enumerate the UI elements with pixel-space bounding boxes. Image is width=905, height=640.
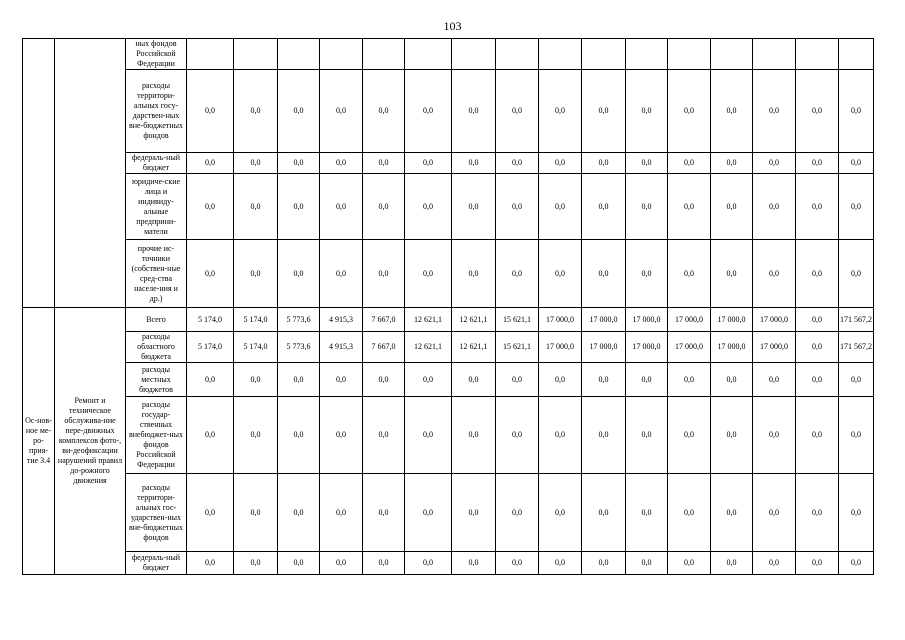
measure-name-cell (55, 39, 126, 308)
value-cell: 0,0 (839, 474, 874, 552)
value-cell (539, 39, 582, 70)
value-cell: 0,0 (278, 240, 320, 308)
value-cell: 0,0 (753, 397, 796, 474)
value-cell: 0,0 (839, 397, 874, 474)
value-cell: 0,0 (496, 397, 539, 474)
value-cell: 4 915,3 (320, 308, 363, 332)
value-cell: 17 000,0 (582, 308, 626, 332)
value-cell: 0,0 (796, 70, 839, 153)
table-row (23, 174, 874, 240)
value-cell: 0,0 (711, 174, 753, 240)
value-cell (496, 39, 539, 70)
value-cell: 0,0 (187, 363, 234, 397)
value-cell: 0,0 (452, 474, 496, 552)
value-cell: 0,0 (278, 153, 320, 174)
value-cell: 17 000,0 (668, 332, 711, 363)
value-cell: 7 667,0 (363, 332, 405, 363)
funding-source-cell: ных фондов Российской Федерации (126, 39, 187, 70)
value-cell (187, 39, 234, 70)
value-cell: 0,0 (839, 174, 874, 240)
value-cell: 0,0 (839, 363, 874, 397)
value-cell: 0,0 (187, 70, 234, 153)
value-cell: 0,0 (539, 552, 582, 575)
value-cell: 0,0 (320, 240, 363, 308)
value-cell: 0,0 (405, 240, 452, 308)
table-row (23, 70, 874, 153)
value-cell: 0,0 (539, 70, 582, 153)
value-cell: 0,0 (234, 363, 278, 397)
value-cell: 0,0 (582, 70, 626, 153)
value-cell: 0,0 (796, 308, 839, 332)
value-cell: 0,0 (753, 552, 796, 575)
value-cell: 5 174,0 (234, 332, 278, 363)
value-cell: 0,0 (452, 153, 496, 174)
value-cell: 0,0 (405, 552, 452, 575)
value-cell: 0,0 (278, 474, 320, 552)
value-cell (796, 39, 839, 70)
value-cell: 12 621,1 (452, 332, 496, 363)
funding-source-cell: расходы местных бюджетов (126, 363, 187, 397)
value-cell: 0,0 (582, 397, 626, 474)
value-cell: 0,0 (796, 397, 839, 474)
value-cell: 0,0 (496, 474, 539, 552)
value-cell: 0,0 (668, 153, 711, 174)
table-row (23, 332, 874, 363)
value-cell: 0,0 (363, 552, 405, 575)
value-cell: 0,0 (496, 240, 539, 308)
value-cell: 0,0 (711, 397, 753, 474)
value-cell: 17 000,0 (753, 332, 796, 363)
funding-source-cell: расходы территори-альных гос-ударствен-ных вне-бюджетных фондов (126, 474, 187, 552)
value-cell: 0,0 (320, 397, 363, 474)
value-cell: 0,0 (796, 552, 839, 575)
page-number: 103 (443, 19, 462, 33)
value-cell: 0,0 (234, 153, 278, 174)
value-cell (320, 39, 363, 70)
value-cell: 0,0 (496, 153, 539, 174)
value-cell: 0,0 (582, 474, 626, 552)
value-cell: 0,0 (405, 363, 452, 397)
table-row (23, 153, 874, 174)
value-cell (278, 39, 320, 70)
value-cell: 171 567,2 (839, 308, 874, 332)
value-cell: 0,0 (278, 397, 320, 474)
value-cell: 0,0 (363, 363, 405, 397)
value-cell: 0,0 (711, 474, 753, 552)
table-row (23, 240, 874, 308)
value-cell: 0,0 (668, 474, 711, 552)
value-cell: 0,0 (187, 174, 234, 240)
funding-source-cell: прочие ис-точники (собствен-ные сред-ства населе-ния и др.) (126, 240, 187, 308)
value-cell: 0,0 (234, 70, 278, 153)
value-cell: 0,0 (626, 397, 668, 474)
budget-table-body (23, 39, 874, 575)
value-cell: 0,0 (539, 397, 582, 474)
value-cell: 12 621,1 (405, 332, 452, 363)
value-cell: 0,0 (711, 70, 753, 153)
value-cell: 0,0 (582, 174, 626, 240)
value-cell: 0,0 (539, 474, 582, 552)
value-cell (405, 39, 452, 70)
value-cell: 0,0 (278, 363, 320, 397)
value-cell: 0,0 (539, 153, 582, 174)
value-cell: 0,0 (796, 174, 839, 240)
value-cell: 5 773,6 (278, 308, 320, 332)
value-cell: 0,0 (668, 363, 711, 397)
value-cell: 0,0 (839, 70, 874, 153)
value-cell: 0,0 (234, 552, 278, 575)
value-cell: 0,0 (405, 474, 452, 552)
table-row (23, 474, 874, 552)
value-cell: 0,0 (668, 552, 711, 575)
value-cell: 17 000,0 (626, 332, 668, 363)
value-cell: 17 000,0 (626, 308, 668, 332)
value-cell: 5 174,0 (234, 308, 278, 332)
value-cell: 0,0 (496, 70, 539, 153)
value-cell: 15 621,1 (496, 308, 539, 332)
value-cell: 0,0 (626, 174, 668, 240)
value-cell: 0,0 (363, 153, 405, 174)
value-cell: 0,0 (234, 474, 278, 552)
value-cell: 0,0 (668, 240, 711, 308)
value-cell: 0,0 (796, 363, 839, 397)
value-cell: 0,0 (320, 70, 363, 153)
measure-cell (23, 39, 55, 308)
value-cell: 0,0 (452, 552, 496, 575)
value-cell: 0,0 (582, 153, 626, 174)
table-row (23, 397, 874, 474)
value-cell: 0,0 (278, 70, 320, 153)
value-cell: 0,0 (452, 240, 496, 308)
value-cell: 5 174,0 (187, 308, 234, 332)
value-cell: 0,0 (626, 552, 668, 575)
value-cell: 0,0 (839, 240, 874, 308)
value-cell: 0,0 (234, 240, 278, 308)
value-cell: 0,0 (405, 174, 452, 240)
value-cell (234, 39, 278, 70)
value-cell: 0,0 (796, 153, 839, 174)
value-cell: 0,0 (796, 332, 839, 363)
value-cell: 0,0 (626, 70, 668, 153)
value-cell: 0,0 (711, 552, 753, 575)
value-cell: 0,0 (539, 174, 582, 240)
value-cell: 0,0 (711, 240, 753, 308)
value-cell: 0,0 (753, 174, 796, 240)
funding-source-cell: юридиче-ские лица и индивиду-альные предприни-матели (126, 174, 187, 240)
value-cell (839, 39, 874, 70)
funding-source-cell: федераль-ный бюджет (126, 153, 187, 174)
value-cell: 0,0 (405, 70, 452, 153)
value-cell: 0,0 (320, 174, 363, 240)
value-cell: 0,0 (320, 474, 363, 552)
value-cell: 0,0 (496, 174, 539, 240)
value-cell: 0,0 (363, 70, 405, 153)
value-cell: 0,0 (839, 552, 874, 575)
value-cell: 0,0 (405, 397, 452, 474)
value-cell: 0,0 (839, 153, 874, 174)
value-cell: 0,0 (539, 240, 582, 308)
funding-source-cell: Всего (126, 308, 187, 332)
value-cell: 0,0 (668, 174, 711, 240)
value-cell: 0,0 (711, 363, 753, 397)
value-cell: 0,0 (626, 474, 668, 552)
value-cell: 5 174,0 (187, 332, 234, 363)
value-cell: 0,0 (278, 552, 320, 575)
value-cell: 17 000,0 (539, 332, 582, 363)
funding-source-cell: расходы территори-альных госу-дарствен-ных вне-бюджетных фондов (126, 70, 187, 153)
value-cell: 17 000,0 (753, 308, 796, 332)
value-cell: 0,0 (187, 153, 234, 174)
value-cell: 0,0 (320, 153, 363, 174)
value-cell: 4 915,3 (320, 332, 363, 363)
value-cell: 0,0 (452, 70, 496, 153)
value-cell: 0,0 (320, 363, 363, 397)
value-cell: 0,0 (582, 240, 626, 308)
value-cell: 0,0 (753, 474, 796, 552)
value-cell: 0,0 (405, 153, 452, 174)
value-cell: 12 621,1 (405, 308, 452, 332)
value-cell: 15 621,1 (496, 332, 539, 363)
value-cell: 7 667,0 (363, 308, 405, 332)
value-cell: 0,0 (753, 363, 796, 397)
table-row (23, 308, 874, 332)
value-cell: 17 000,0 (582, 332, 626, 363)
value-cell: 0,0 (363, 397, 405, 474)
table-row (23, 39, 874, 70)
funding-source-cell: федераль-ный бюджет (126, 552, 187, 575)
value-cell: 17 000,0 (539, 308, 582, 332)
measure-cell: Ос-нов-ное ме-ро-прия-тие 3.4 (23, 308, 55, 575)
value-cell: 0,0 (278, 174, 320, 240)
value-cell (582, 39, 626, 70)
table-row (23, 552, 874, 575)
value-cell: 0,0 (496, 363, 539, 397)
value-cell: 0,0 (668, 70, 711, 153)
value-cell: 0,0 (539, 363, 582, 397)
value-cell (626, 39, 668, 70)
value-cell: 0,0 (626, 153, 668, 174)
value-cell: 0,0 (452, 174, 496, 240)
value-cell: 0,0 (753, 153, 796, 174)
value-cell (452, 39, 496, 70)
value-cell: 0,0 (363, 174, 405, 240)
value-cell: 0,0 (796, 240, 839, 308)
value-cell: 0,0 (668, 397, 711, 474)
value-cell: 0,0 (753, 70, 796, 153)
value-cell (363, 39, 405, 70)
value-cell: 0,0 (363, 240, 405, 308)
value-cell: 0,0 (187, 552, 234, 575)
funding-source-cell: расходы областного бюджета (126, 332, 187, 363)
value-cell: 0,0 (753, 240, 796, 308)
value-cell: 5 773,6 (278, 332, 320, 363)
value-cell (668, 39, 711, 70)
value-cell: 17 000,0 (668, 308, 711, 332)
value-cell: 0,0 (234, 174, 278, 240)
budget-table (22, 38, 874, 575)
funding-source-cell: расходы государ-ственных внебюджет-ных фондов Российской Федерации (126, 397, 187, 474)
value-cell: 0,0 (496, 552, 539, 575)
value-cell (753, 39, 796, 70)
value-cell (711, 39, 753, 70)
table-row (23, 363, 874, 397)
value-cell: 0,0 (187, 397, 234, 474)
value-cell: 0,0 (582, 363, 626, 397)
value-cell: 171 567,2 (839, 332, 874, 363)
value-cell: 0,0 (363, 474, 405, 552)
value-cell: 0,0 (796, 474, 839, 552)
value-cell: 17 000,0 (711, 332, 753, 363)
value-cell: 0,0 (187, 240, 234, 308)
value-cell: 0,0 (582, 552, 626, 575)
value-cell: 0,0 (626, 240, 668, 308)
value-cell: 0,0 (452, 363, 496, 397)
value-cell: 17 000,0 (711, 308, 753, 332)
value-cell: 0,0 (711, 153, 753, 174)
value-cell: 12 621,1 (452, 308, 496, 332)
value-cell: 0,0 (626, 363, 668, 397)
measure-name-cell: Ремонт и техническое обслужива-ние пере-движных комплексов фото-, ви-деофиксации нарушений правил до-рожного движения (55, 308, 126, 575)
value-cell: 0,0 (320, 552, 363, 575)
value-cell: 0,0 (234, 397, 278, 474)
value-cell: 0,0 (187, 474, 234, 552)
value-cell: 0,0 (452, 397, 496, 474)
